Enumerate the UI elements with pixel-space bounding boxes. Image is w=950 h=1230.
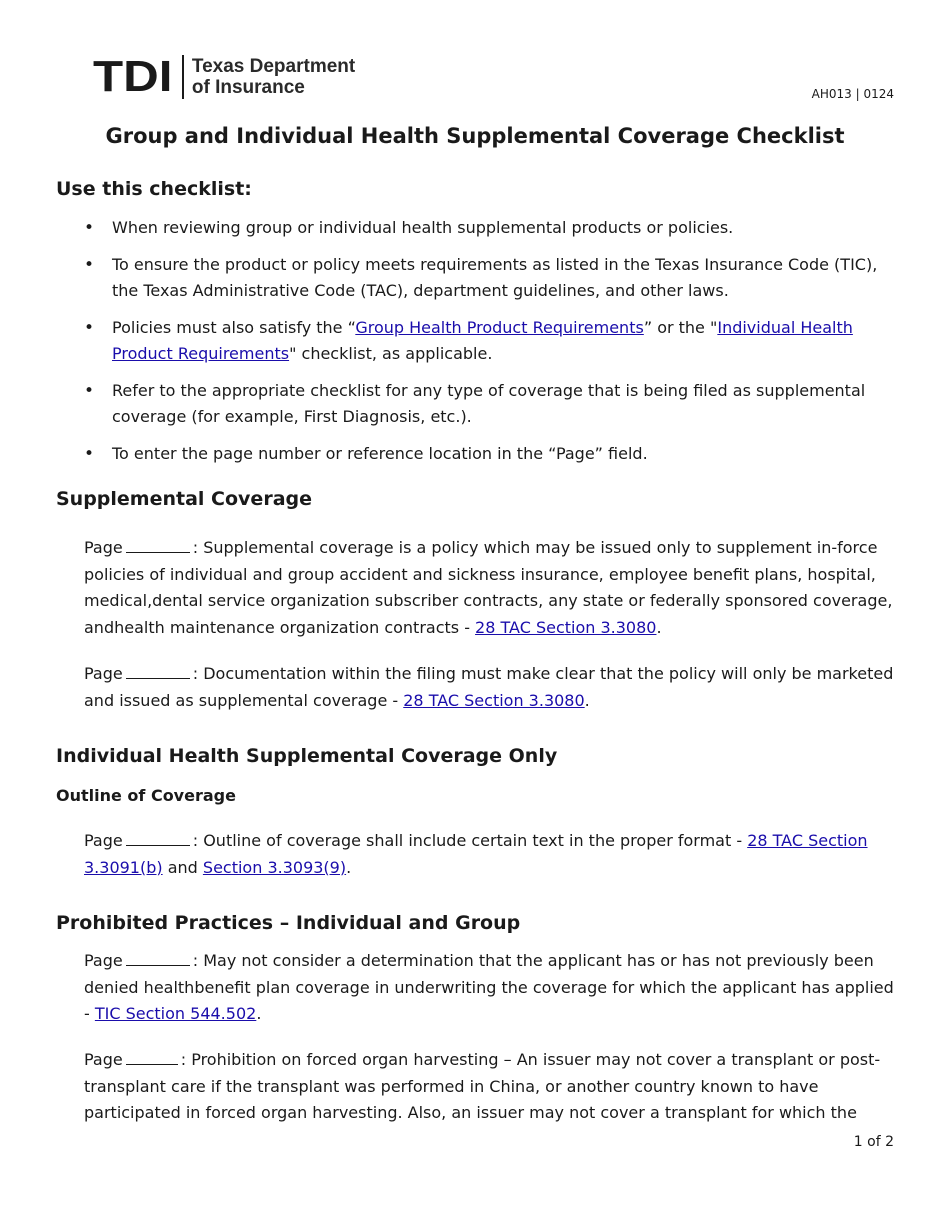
list-item: • To enter the page number or reference location in the “Page” field. (56, 441, 906, 468)
list-item: • Refer to the appropriate checklist for any type of coverage that is being filed as supplemental coverage (for example, First Diagnosis, etc.). (56, 378, 906, 431)
tac-3-3080-link[interactable]: 28 TAC Section 3.3080 (403, 690, 585, 710)
page-title: Group and Individual Health Supplemental Coverage Checklist (105, 124, 845, 148)
prohibited-item-1: Page : May not consider a determination that the applicant has or has not previously been denied healthbenefit plan coverage in underwriting the coverage for which the applicant has applied - TIC Section 544.502. (84, 951, 894, 1023)
logo-mark: TDI (93, 52, 173, 101)
tac-3-3080-link[interactable]: 28 TAC Section 3.3080 (475, 617, 657, 637)
tac-3-3091b-link[interactable]: 28 TAC Section 3.3091(b) (84, 831, 868, 877)
outline-of-coverage-subheading: Outline of Coverage (56, 786, 236, 805)
logo-line-1: Texas Department (191, 56, 356, 77)
list-item: • Policies must also satisfy the “Group Health Product Requirements” or the "Individual Health Product Requirements" checklist, as applicable. (56, 315, 906, 368)
prohibited-item-2: Page : Prohibition on forced organ harvesting – An issuer may not cover a transplant or post-transplant care if the transplant was performed in China, or another country known to have participated in forced organ harvesting. Also, an issuer may not cover a transplant for which the (84, 1050, 881, 1122)
use-checklist-heading: Use this checklist: (56, 178, 252, 200)
page-field[interactable] (126, 1050, 178, 1065)
tic-544-502-link[interactable]: TIC Section 544.502 (94, 1004, 257, 1023)
usage-bullet-list (56, 215, 906, 477)
tdi-logo (93, 52, 356, 101)
page-field[interactable] (126, 951, 190, 966)
outline-item-1: Page : Outline of coverage shall include certain text in the proper format - 28 TAC Section 3.3091(b) and Section 3.3093(9). (84, 831, 868, 877)
logo-divider (182, 55, 184, 99)
supplemental-item-2: Page : Documentation within the filing must make clear that the policy will only be marketed and issued as supplemental coverage - 28 TAC Section 3.3080. (84, 664, 894, 710)
list-item: • When reviewing group or individual health supplemental products or policies. (56, 215, 906, 242)
prohibited-practices-heading: Prohibited Practices – Individual and Group (56, 912, 521, 934)
group-health-requirements-link[interactable]: Group Health Product Requirements (355, 317, 644, 337)
individual-health-heading: Individual Health Supplemental Coverage Only (56, 745, 558, 767)
list-item: • To ensure the product or policy meets requirements as listed in the Texas Insurance Code (TIC), the Texas Administrative Code (TAC), department guidelines, and other laws. (56, 252, 906, 305)
page-field[interactable] (126, 831, 190, 846)
form-id: AH013 | 0124 (811, 87, 894, 101)
page-number: 1 of 2 (853, 1134, 894, 1150)
logo-line-2: of Insurance (191, 77, 305, 98)
supplemental-item-1: Page : Supplemental coverage is a policy which may be issued only to supplement in-force policies of individual and group accident and sickness insurance, employee benefit plans, hospital, medical,dental service organization subscriber contracts, any state or federally sponsored coverage, andhealth maintenance organization contracts - 28 TAC Section 3.3080. (84, 538, 893, 637)
supplemental-coverage-heading: Supplemental Coverage (56, 488, 312, 510)
individual-health-requirements-link[interactable]: Individual Health Product Requirements (112, 317, 853, 363)
page-field[interactable] (126, 664, 190, 679)
section-3-3093-9-link[interactable]: Section 3.3093(9) (202, 857, 347, 877)
logo-text (192, 56, 355, 98)
page-field[interactable] (126, 538, 190, 553)
